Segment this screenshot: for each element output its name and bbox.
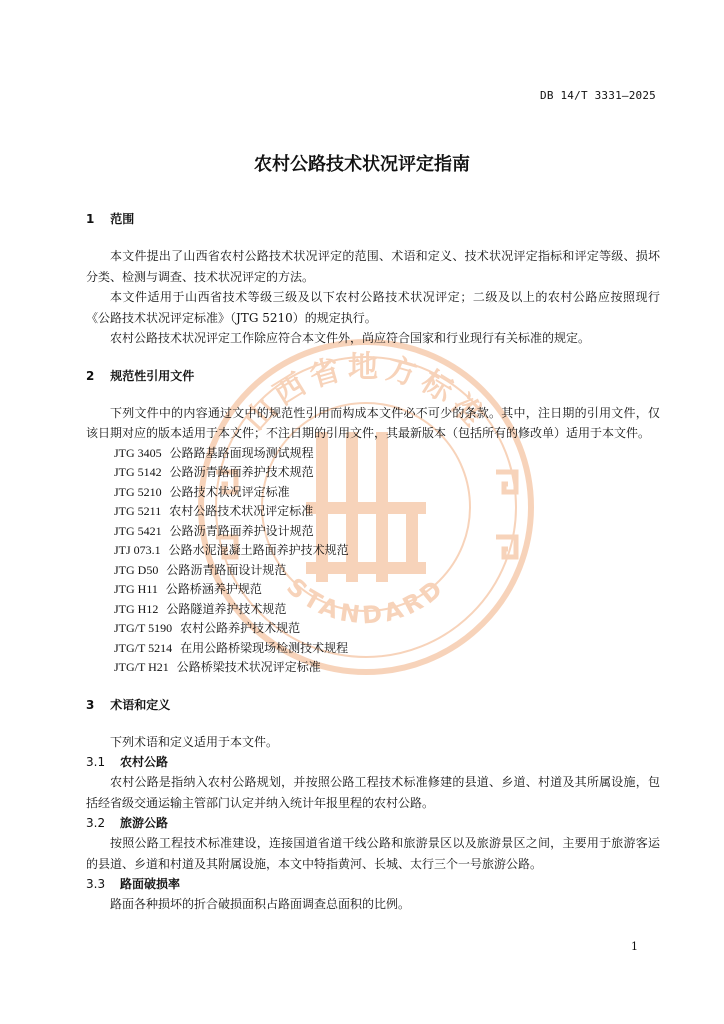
stamp-bottom-text: STANDARD — [281, 572, 451, 630]
document-title: 农村公路技术状况评定指南 — [254, 154, 470, 175]
section-title: 范围 — [110, 212, 135, 226]
reference-list — [86, 444, 660, 678]
section-title: 规范性引用文件 — [110, 368, 195, 383]
section-number: 2 — [86, 368, 95, 383]
section-heading — [86, 210, 660, 228]
paragraph: 本文件适用于山西省技术等级三级及以下农村公路技术状况评定；二级及以上的农村公路应按照现行《公路技术状况评定标准》（JTG 5210）的规定执行。 — [86, 290, 660, 325]
reference-name: 公路桥涵养护规范 — [165, 582, 262, 596]
reference-item — [86, 600, 660, 620]
section-title: 术语和定义 — [110, 697, 171, 712]
document-body — [86, 210, 660, 915]
term-heading — [86, 813, 660, 833]
term-heading — [86, 752, 660, 772]
reference-code: JTG 3405 — [114, 445, 162, 460]
term-number: 3.3 — [86, 877, 106, 891]
reference-code: JTG 5142 — [114, 465, 162, 479]
reference-code: JTG 5211 — [114, 504, 162, 518]
paragraph: 下列术语和定义适用于本文件。 — [110, 734, 279, 749]
reference-code: JTG/T 5214 — [114, 640, 173, 655]
term-definition: 路面各种损坏的折合破损面积占路面调查总面积的比例。 — [110, 897, 411, 911]
reference-name: 农村公路技术状况评定标准 — [169, 504, 314, 518]
reference-name: 公路技术状况评定标准 — [169, 484, 290, 499]
term-name: 路面破损率 — [120, 877, 181, 891]
section-heading — [86, 367, 660, 385]
reference-code: JTG/T H21 — [114, 660, 169, 674]
reference-code: JTG 5210 — [114, 484, 162, 499]
page-number: 1 — [631, 940, 638, 953]
reference-code: JTG H12 — [114, 601, 159, 616]
document-code: DB 14/T 3331—2025 — [540, 89, 656, 102]
reference-code: JTG 5421 — [114, 523, 162, 538]
reference-name: 公路水泥混凝土路面养护技术规范 — [168, 543, 349, 557]
reference-name: 公路隧道养护技术规范 — [166, 601, 287, 616]
reference-item — [86, 658, 660, 678]
reference-name: 公路沥青路面养护技术规范 — [169, 465, 314, 479]
reference-code: JTG H11 — [114, 582, 158, 596]
term-heading — [86, 874, 660, 894]
reference-name: 农村公路养护技术规范 — [180, 621, 301, 635]
term-number: 3.2 — [86, 816, 106, 830]
paragraph: 本文件提出了山西省农村公路技术状况评定的范围、术语和定义、技术状况评定指标和评定等级、损坏分类、检测与调查、技术状况评定的方法。 — [86, 249, 660, 284]
reference-item — [86, 483, 660, 503]
term-number: 3.1 — [86, 755, 106, 769]
reference-code: JTG D50 — [114, 562, 159, 577]
reference-item — [86, 619, 660, 639]
paragraph: 农村公路技术状况评定工作除应符合本文件外，尚应符合国家和行业现行有关标准的规定。 — [110, 331, 591, 345]
reference-name: 公路路基路面现场测试规程 — [169, 445, 314, 460]
reference-item — [86, 444, 660, 464]
reference-name: 公路沥青路面设计规范 — [166, 562, 287, 577]
reference-item — [86, 522, 660, 542]
stamp-top-text: 山西省地方标准 — [237, 350, 495, 439]
term-definition: 按照公路工程技术标准建设，连接国道省道干线公路和旅游景区以及旅游景区之间，主要用于旅游客运的县道、乡道和村道及其附属设施，本文中特指黄河、长城、太行三个一号旅游公路。 — [86, 836, 660, 871]
section-heading — [86, 696, 660, 714]
term-name: 农村公路 — [120, 755, 169, 769]
reference-item — [86, 541, 660, 561]
reference-code: JTG/T 5190 — [114, 621, 173, 635]
reference-code: JTJ 073.1 — [114, 543, 161, 557]
reference-name: 公路沥青路面养护设计规范 — [169, 523, 314, 538]
reference-name: 公路桥梁技术状况评定标准 — [176, 660, 321, 674]
reference-item — [86, 502, 660, 522]
term-name: 旅游公路 — [120, 816, 169, 830]
reference-item — [86, 561, 660, 581]
reference-item — [86, 639, 660, 659]
term-definition: 农村公路是指纳入农村公路规划，并按照公路工程技术标准修建的县道、乡道、村道及其所属设施，包括经省级交通运输主管部门认定并纳入统计年报里程的农村公路。 — [86, 775, 660, 810]
section-number: 3 — [86, 697, 95, 712]
paragraph: 下列文件中的内容通过文中的规范性引用而构成本文件必不可少的条款。其中，注日期的引用文件，仅该日期对应的版本适用于本文件；不注日期的引用文件，其最新版本（包括所有的修改单）适用于本文件。 — [86, 405, 660, 440]
reference-name: 在用公路桥梁现场检测技术规程 — [180, 640, 349, 655]
section-number: 1 — [86, 212, 95, 226]
reference-item — [86, 580, 660, 600]
reference-item — [86, 463, 660, 483]
